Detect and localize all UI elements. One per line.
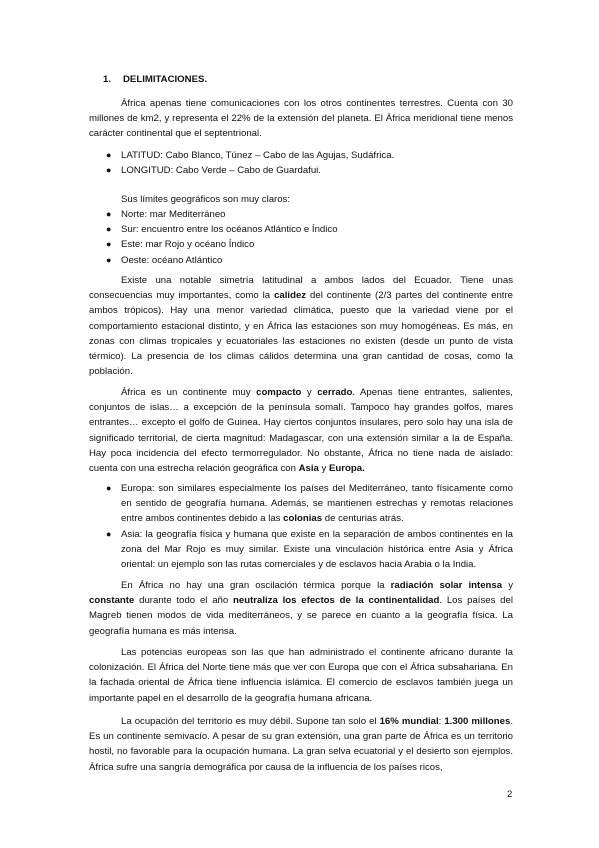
bullet-icon: ● [106, 209, 112, 219]
bullet-icon: ● [106, 150, 112, 160]
paragraph-symmetry: Existe una notable simetría latitudinal a ambos lados del Ecuador. Tiene unas consecuencias muy importantes, como la calidez del continente (2/3 partes del continente entre ambos trópicos). Hay una menor variedad climática, puesto que la variedad viene por el comportamiento estacional distinto, y en África las estaciones son muy homogéneas. Es más, en zonas con climas tropicales y ecuatoriales las estaciones no existen (desde un punto de vista térmico). La presencia de los climas cálidos determina una gran cantidad de cosas, como la población. [89, 275, 513, 378]
list-item: ● Oeste: océano Atlántico [121, 253, 338, 268]
list-item: ● Sur: encuentro entre los océanos Atlántico e Índico [121, 222, 338, 237]
bullet-icon: ● [106, 254, 112, 265]
relations-list [106, 481, 513, 572]
paragraph-thermal: En África no hay una gran oscilación térmica porque la radiación solar intensa y constante durante todo el año neutraliza los efectos de la continentalidad. Los países del Magreb tienen modos de vida mediterráneos, y se parece en cuanto a la geografía física. La geografía humana es más intensa. [89, 580, 513, 637]
bullet-icon: ● [106, 483, 112, 493]
heading-number: 1. [103, 74, 112, 85]
list-item: ● Este: mar Rojo y océano Índico [121, 237, 338, 252]
paragraph-compact: África es un continente muy compacto y cerrado. Apenas tiene entrantes, salientes, conjuntos de islas… a excepción de la península somalí. Tampoco hay grandes golfos, mares entrantes… excepto el golfo de Guinea. Hay ciertos conjuntos insulares, pero solo hay una isla de significado territorial, de cierta magnitud: Madagascar, con una extensión similar a la de España. Hay poca incidencia del efecto termorregulador. No obstante, África no tiene nada de aislado: cuenta con una estrecha relación geográfica con Asia y Europa. [89, 387, 513, 475]
limits-list [106, 207, 338, 268]
bullet-icon: ● [106, 165, 112, 176]
paragraph-intro: África apenas tiene comunicaciones con los otros continentes terrestres. Cuenta con 30 millones de km2, y representa el 22% de la extensión del planeta. El África meridional tiene menos carácter continental que el septentrional. [89, 98, 513, 140]
bullet-icon: ● [106, 528, 112, 539]
list-item: ● Europa: son similares especialmente los países del Mediterráneo, tanto físicamente como en sentido de geografía humana. Además, se mantienen estrechas y remotas relaciones entre ambos continentes debido a las colonias de centurias atrás. [106, 483, 513, 525]
bullet-icon: ● [106, 224, 112, 235]
bullet-icon: ● [106, 239, 112, 250]
coordinates-list [106, 148, 395, 178]
paragraph-population: La ocupación del territorio es muy débil. Supone tan solo el 16% mundial: 1.300 millones. Es un continente semivacío. A pesar de su gran extensión, una gran parte de África es un territorio hostil, no favorable para la ocupación humana. La gran selva ecuatorial y el desierto son ejemplos. África sufre una sangría demográfica por causa de la influencia de los países ricos, [89, 716, 513, 773]
paragraph-colonization: Las potencias europeas son las que han administrado el continente africano durante la colonización. El África del Norte tiene más que ver con Europa que con el África subsahariana. En la fachada oriental de África tiene influencia islámica. El comercio de esclavos también juega un importante papel en el desarrollo de la geografía humana africana. [89, 647, 513, 704]
list-item: ● LONGITUD: Cabo Verde – Cabo de Guardafui. [121, 163, 394, 178]
limits-intro: Sus límites geográficos son muy claros: [121, 194, 291, 205]
list-item: ● LATITUD: Cabo Blanco, Túnez – Cabo de las Agujas, Sudáfrica. [121, 148, 394, 163]
heading-title: DELIMITACIONES. [123, 74, 208, 85]
list-item: ● Asia: la geografía física y humana que existe en la separación de ambos continentes en la zona del Mar Rojo es muy similar. Existe una vinculación histórica entre Asia y África oriental: un ejemplo son las rutas comerciales y de esclavos hacia Arabia o la India. [106, 528, 513, 571]
list-item: ● Norte: mar Mediterráneo [121, 207, 338, 222]
page-number: 2 [507, 789, 513, 800]
section-heading [103, 74, 207, 85]
